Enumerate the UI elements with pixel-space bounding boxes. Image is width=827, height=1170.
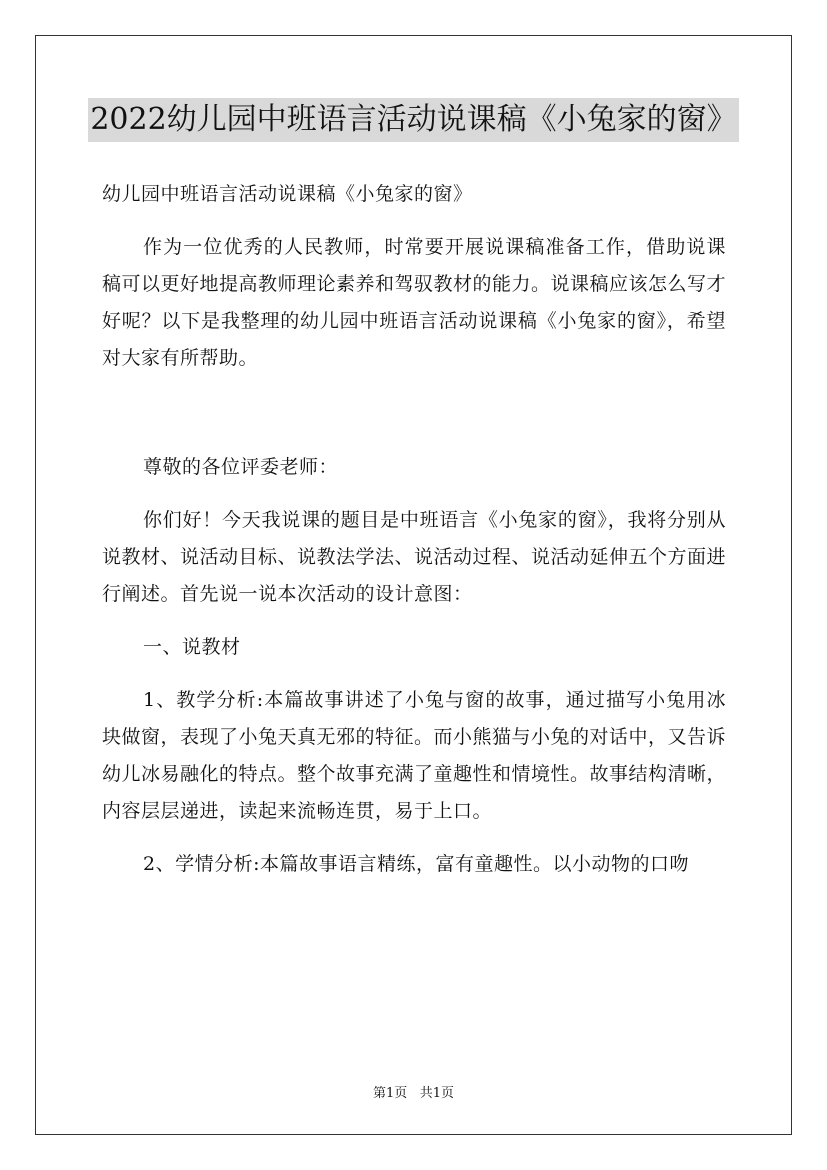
page-footer	[0, 1082, 827, 1101]
section-heading: 一、说教材	[143, 636, 241, 658]
learning-analysis-paragraph: 2、学情分析:本篇故事语言精练，富有童趣性。以小动物的口吻	[143, 853, 689, 875]
teaching-analysis-paragraph: 1、教学分析:本篇故事讲述了小兔与窗的故事，通过描写小兔用冰块做窗，表现了小兔天真无邪的特征。而小熊猫与小兔的对话中，又告诉幼儿冰易融化的特点。整个故事充满了童趣性和情境性。故事结构清晰，内容层层递进，读起来流畅连贯，易于上口。	[102, 689, 727, 822]
page-total: 共1页	[419, 1086, 454, 1101]
document-body	[102, 176, 726, 899]
document-subtitle: 幼儿园中班语言活动说课稿《小兔家的窗》	[102, 183, 473, 205]
page-number: 第1页	[373, 1086, 408, 1101]
intro-paragraph: 作为一位优秀的人民教师，时常要开展说课稿准备工作，借助说课稿可以更好地提高教师理论素养和驾驭教材的能力。说课稿应该怎么写才好呢？以下是我整理的幼儿园中班语言活动说课稿《小兔家的窗》，希望对大家有所帮助。	[102, 236, 727, 369]
greeting-paragraph: 你们好！今天我说课的题目是中班语言《小兔家的窗》，我将分别从说教材、说活动目标、说教法学法、说活动过程、说活动延伸五个方面进行阐述。首先说一说本次活动的设计意图：	[102, 509, 727, 605]
document-title: 2022幼儿园中班语言活动说课稿《小兔家的窗》	[88, 98, 738, 142]
paragraph-gap	[102, 393, 726, 449]
salutation: 尊敬的各位评委老师：	[143, 456, 339, 478]
title-container	[0, 98, 827, 142]
